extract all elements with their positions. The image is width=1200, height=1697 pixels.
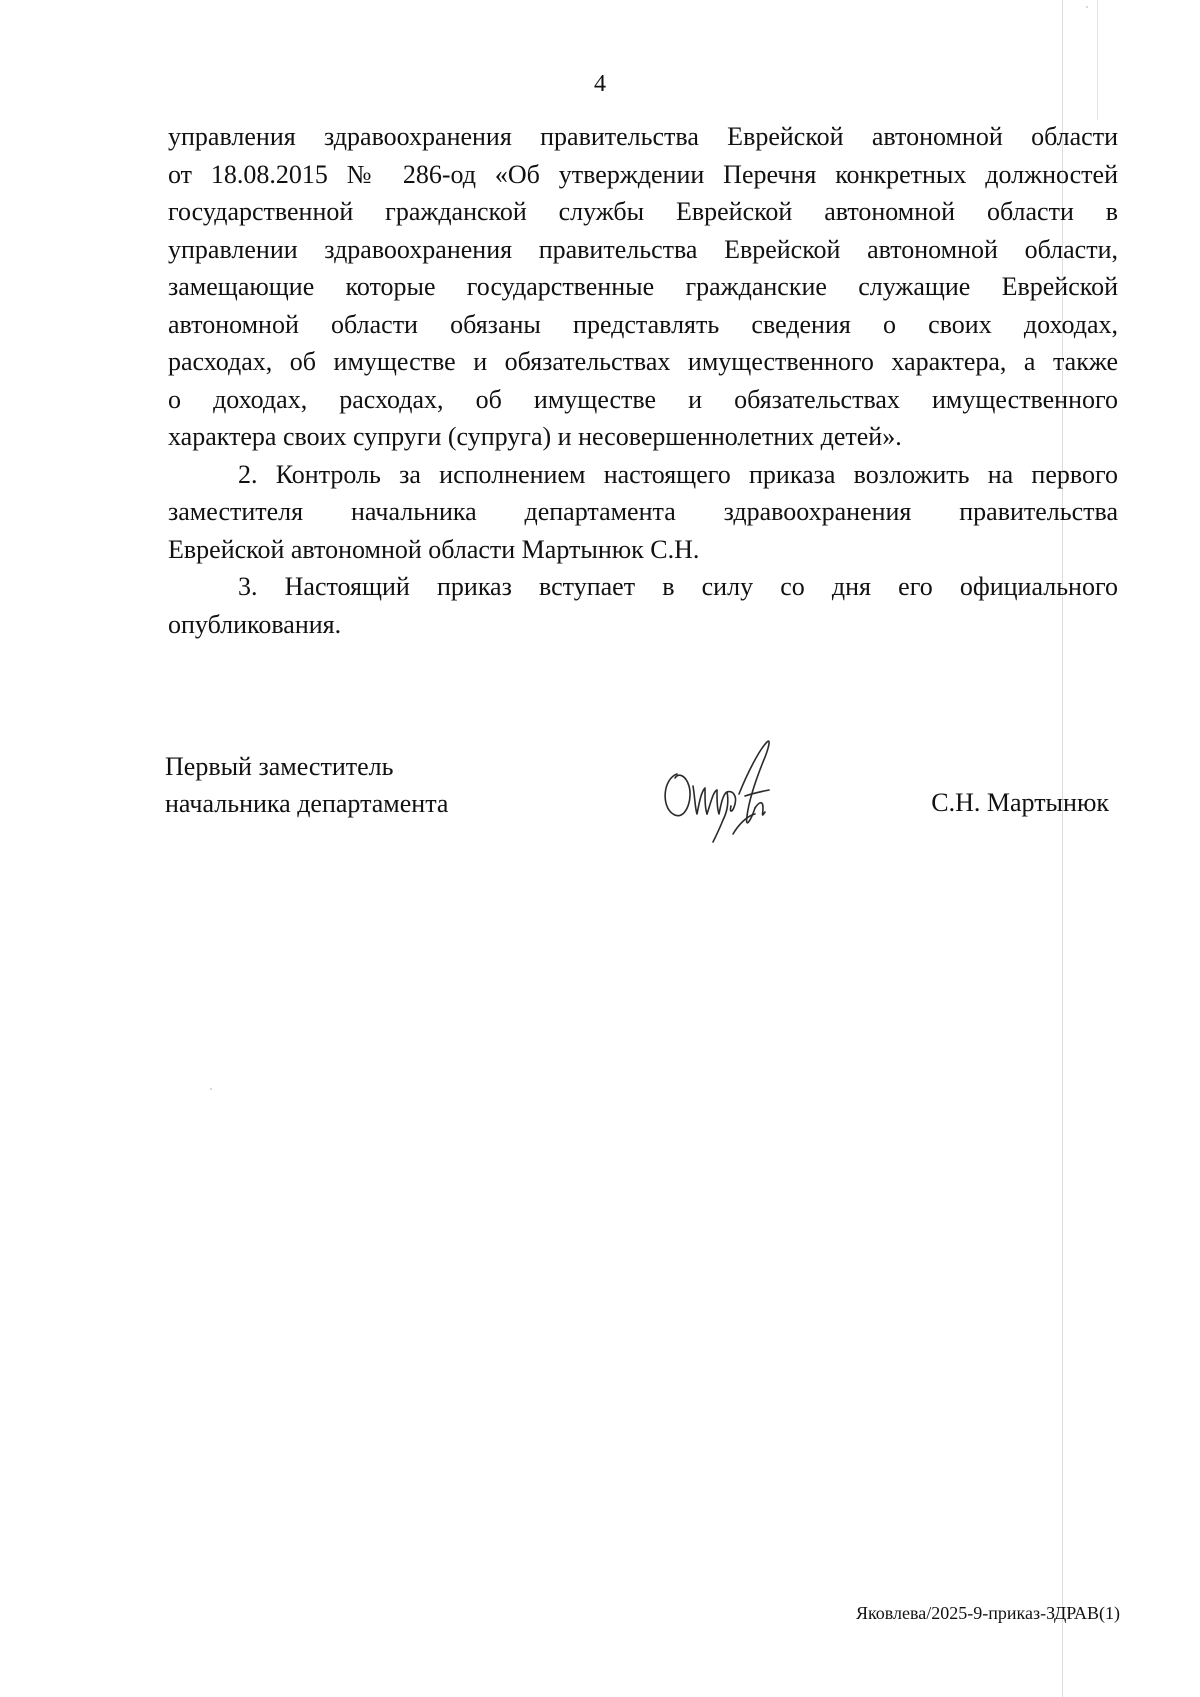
signatory-position: [165, 748, 448, 822]
text-line: расходах, об имуществе и обязательствах имущественного характера, а также: [168, 347, 1118, 376]
text-line: опубликования.: [168, 609, 342, 639]
paragraph-1: [168, 118, 1118, 456]
text-line: управлении здравоохранения правительства Еврейской автономной области,: [168, 234, 1118, 264]
signature-block: [165, 740, 1115, 850]
scan-artifact-line: [1097, 0, 1098, 120]
text-line: Еврейской автономной области Мартынюк С.Н.: [168, 534, 700, 564]
text-line: замещающие которые государственные гражданские служащие Еврейской: [168, 272, 1118, 301]
handwritten-signature: [655, 734, 805, 844]
text-line: 2. Контроль за исполнением настоящего приказа возложить на первого: [238, 459, 1118, 489]
scan-artifact-dot: [210, 1088, 212, 1090]
text-line: автономной области обязаны представлять сведения о своих доходах,: [168, 309, 1118, 339]
text-line: от 18.08.2015 № 286-од «Об утверждении Перечня конкретных должностей: [168, 159, 1118, 189]
paragraph-2: [168, 456, 1118, 569]
text-line: 3. Настоящий приказ вступает в силу со дня его официального: [238, 572, 1118, 601]
paragraph-3: [168, 568, 1118, 643]
text-line: характера своих супруги (супруга) и несовершеннолетних детей».: [168, 422, 902, 451]
page-number: 4: [594, 71, 606, 97]
signatory-name: С.Н. Мартынюк: [931, 788, 1109, 817]
text-line: заместителя начальника департамента здравоохранения правительства: [168, 497, 1118, 526]
signatory-position-line: начальника департамента: [165, 789, 449, 818]
document-reference: Яковлева/2025-9-приказ-ЗДРАВ(1): [855, 1603, 1120, 1623]
text-line: государственной гражданской службы Еврейской автономной области в: [168, 197, 1118, 226]
document-body: [168, 118, 1118, 643]
text-line: о доходах, расходах, об имуществе и обязательствах имущественного: [168, 384, 1118, 414]
scan-artifact-dot: [1086, 6, 1088, 8]
signatory-position-line: Первый заместитель: [165, 752, 394, 781]
text-line: управления здравоохранения правительства Еврейской автономной области: [168, 122, 1118, 151]
